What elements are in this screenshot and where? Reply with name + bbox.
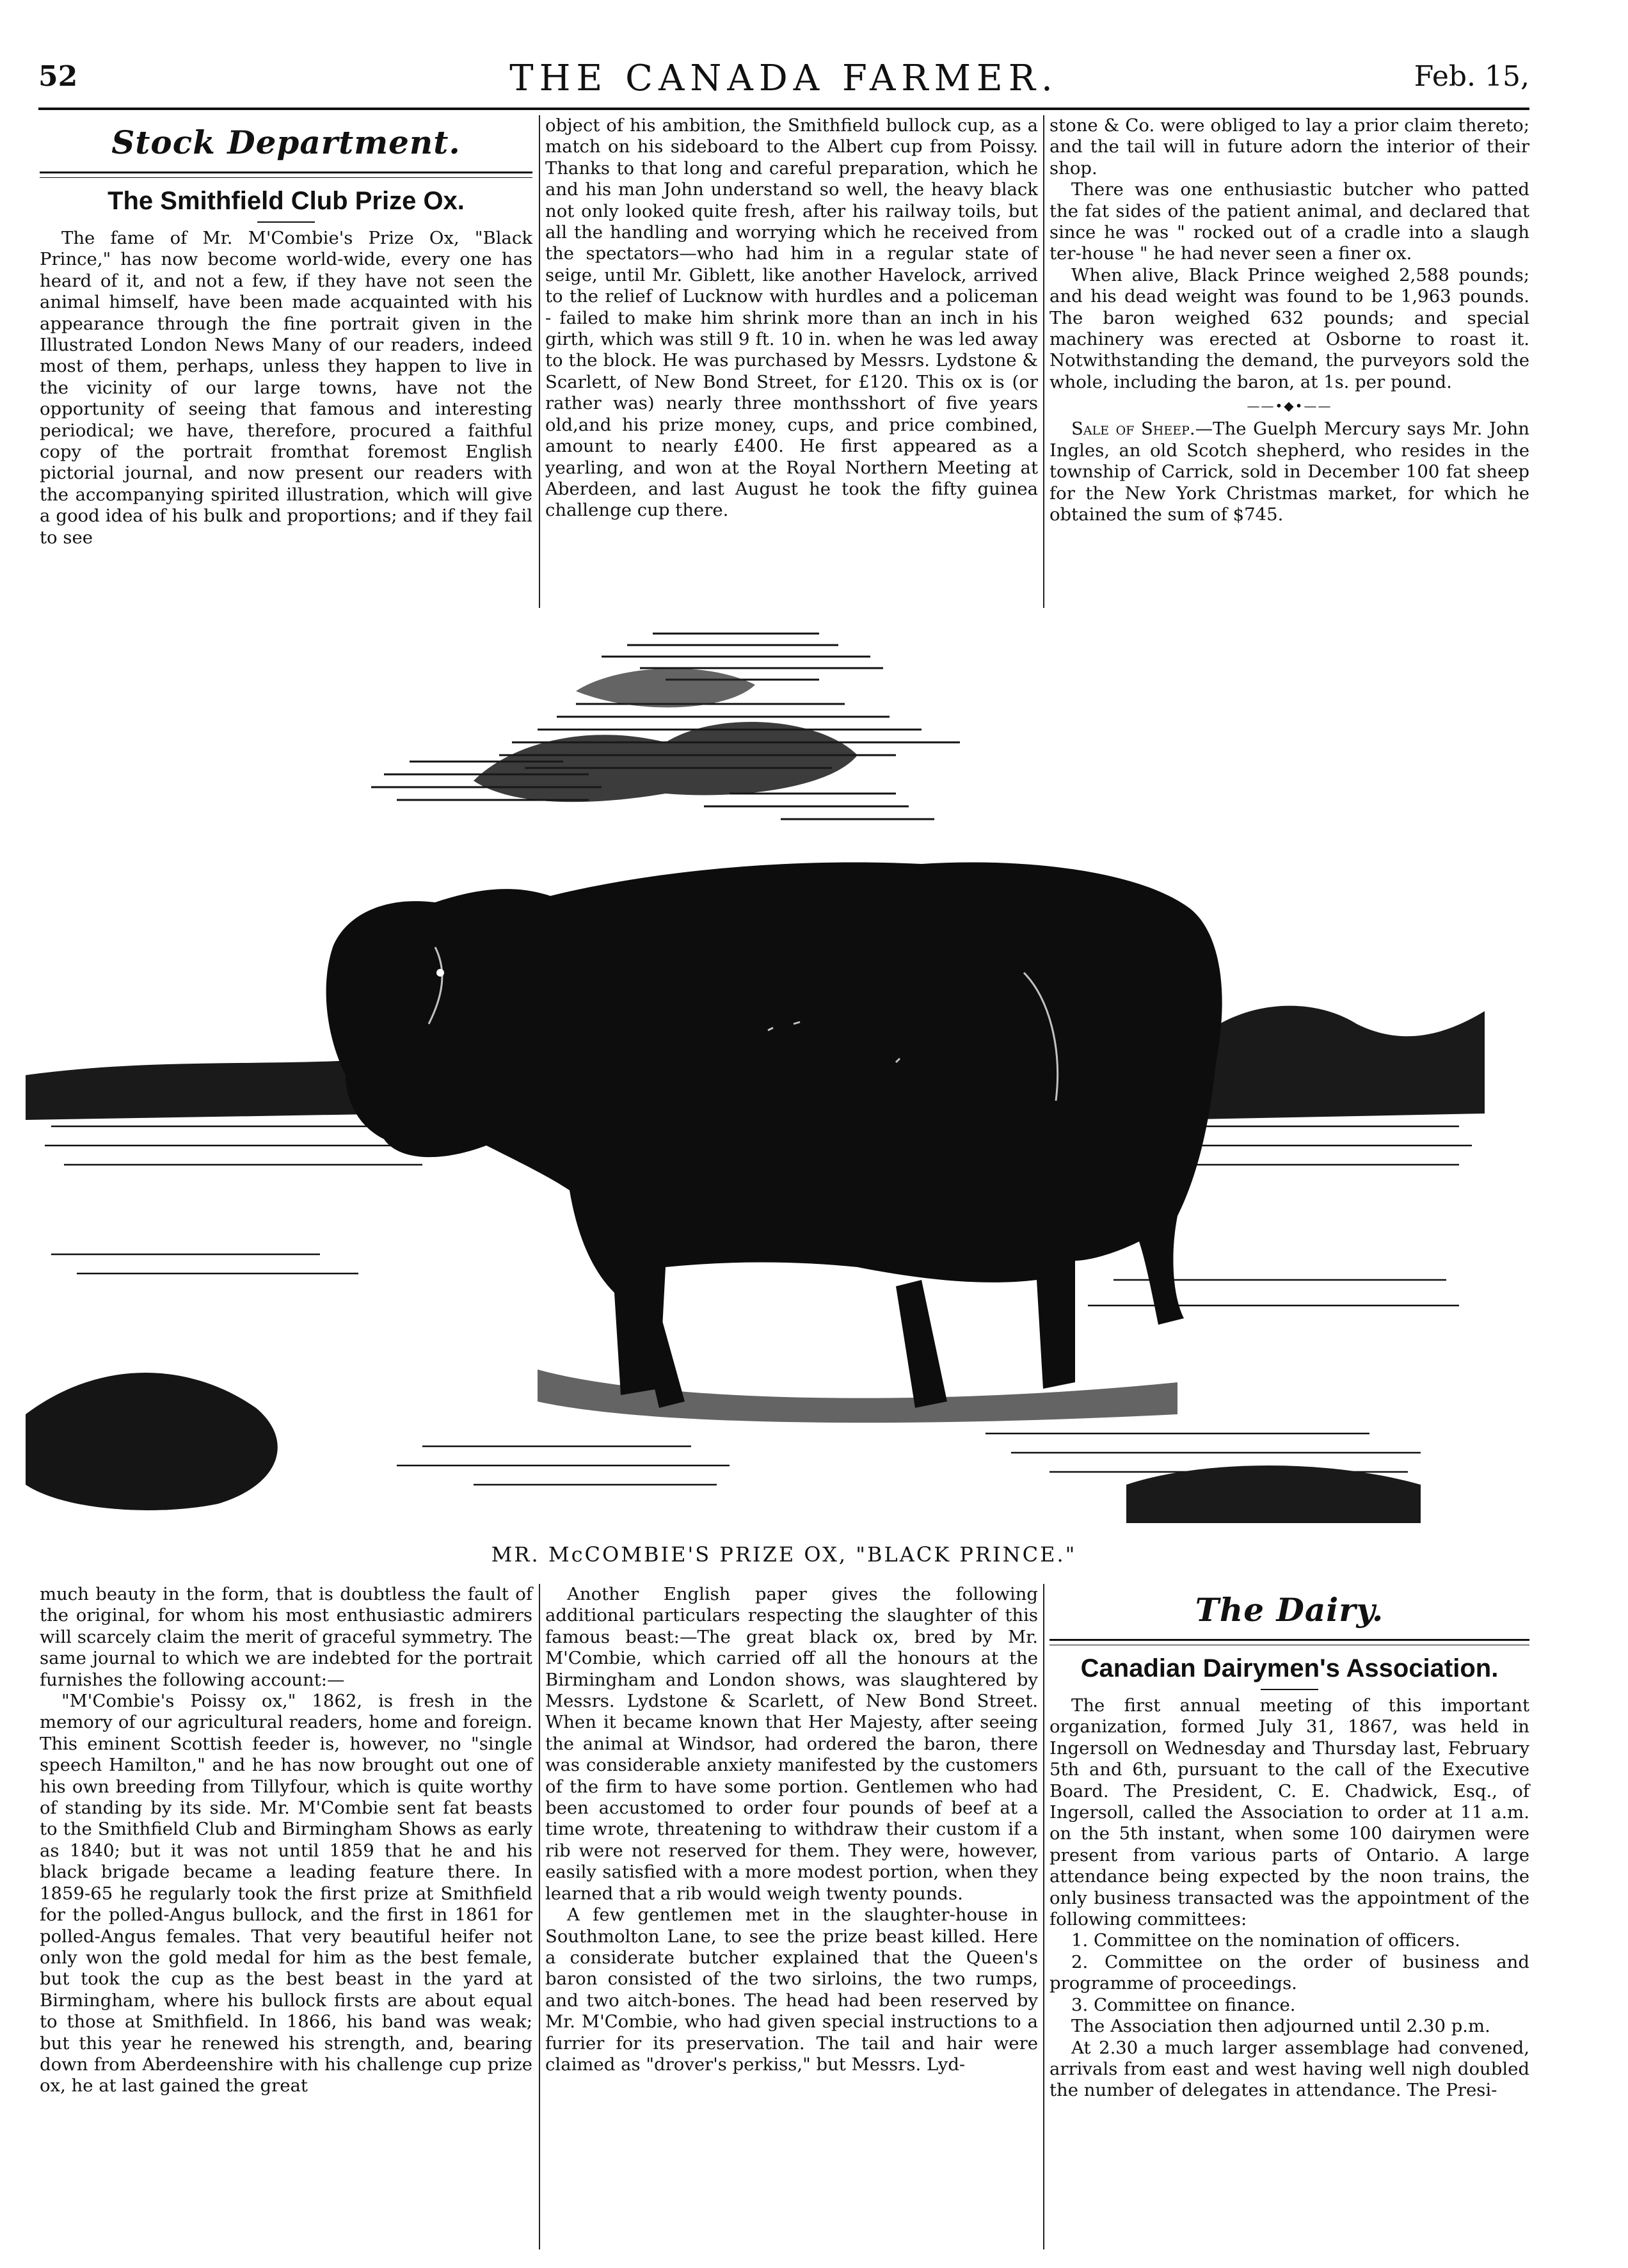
section-ornament: ——•◆•——: [1247, 398, 1332, 414]
foreground-brush: [26, 1373, 278, 1510]
ox-eye: [436, 969, 444, 977]
upper-cloud: [576, 669, 755, 708]
column-stock-department: [40, 116, 532, 548]
title-rule: [1261, 1689, 1318, 1690]
article-paragraph: The first annual meeting of this important organization, formed July 31, 1867, was held in Ingersoll on Wednesday and Thursday last, February 5th and 6th, pursuant to the call of the Executive Board. The President, C. E. Chadwick, Esq., of Ingersoll, called the Association to order at 11 a.m. on the 5th instant, when some 100 dairymen were present from various parts of Ontario. A large attendance being expected by the noon trains, the only business transacted was the appointment of the following committees:: [1049, 1695, 1529, 1930]
column-divider: [1043, 1584, 1044, 2249]
issue-date: Feb. 15,: [1414, 60, 1529, 93]
ox-figure: [326, 862, 1222, 1408]
column-dairy: [1049, 1584, 1529, 2102]
article-paragraph: "M'Combie's Poissy ox," 1862, is fresh in the memory of our agricultural readers, home and foreign. This eminent Scottish feeder is, however, no "single speech Hamilton," and he has now brought out one of his own breeding from Tillyfour, which is quite worthy of standing by its side. Mr. M'Combie sent fat beasts to the Smithfield Club and Birmingham Shows as early as 1840; but it was not until 1859 that he and his black brigade became a leading feature there. In 1859-65 he regularly took the first prize at Smithfield for the polled-Angus bullock, and the first in 1861 for polled-Angus females. That very beautiful heifer not only won the gold medal for him as the best female, but took the cup as the best beast in the yard at Birmingham, where his bullock firsts are about equal to those at Smithfield. In 1866, his band was weak; but this year he renewed his strength, and, bearing down from Aberdeenshire with his challenge cup prize ox, he at last gained the great: [40, 1691, 532, 2096]
page-number: 52: [38, 60, 78, 93]
column-prize-ox-end: [1049, 115, 1529, 525]
section-heading-stock-department: Stock Department.: [111, 124, 461, 161]
dark-cloud: [474, 722, 858, 802]
sale-of-sheep-text: —The Guelph Mercury says Mr. John Ingles, an old Scotch shepherd, who resides in the township of Carrick, sold in December 100 fat sheep for the New York Christmas market, for which he obtained the sum of $745.: [1049, 419, 1530, 525]
sale-of-sheep-lead: Sale of Sheep.: [1071, 419, 1195, 440]
article-paragraph: When alive, Black Prince weighed 2,588 pounds; and his dead weight was found to be 1,963 pounds. The baron weighed 632 pounds; and special machinery was erected at Osborne to roast it. Notwithstanding the demand, the purveyors sold the whole, including the baron, at 1s. per pound.: [1049, 264, 1529, 392]
heading-rule: [40, 172, 532, 178]
black-prince-ox-engraving: [26, 614, 1510, 1536]
illustration-caption: MR. McCOMBIE'S PRIZE OX, "BLACK PRINCE.": [491, 1542, 1077, 1567]
column-prize-ox-continued: [545, 115, 1038, 522]
article-paragraph: object of his ambition, the Smithfield bullock cup, as a match on his sideboard to the Albert cup from Poissy. Thanks to that long and careful preparation, which he and his man John understand so well, the heavy black not only looked quite fresh, after his railway toils, but all the handling and worrying which he received from the spectators—who had him in a regular state of seige, until Mr. Giblett, like another Havelock, arrived to the relief of Lucknow with hurdles and a policeman - failed to make him shrink more than an inch in his girth, which was still 9 ft. 10 in. when he was led away to the block. He was purchased by Messrs. Lydstone & Scarlett, of New Bond Street, for £120. This ox is (or rather was) nearly three monthsshort of five years old,and his prize money, cups, and price combined, amount to nearly £400. He first appeared as a yearling, and won at the Royal Northern Meeting at Aberdeen, and last August he took the fifty guinea challenge cup there.: [545, 115, 1038, 521]
committee-list-item: 2. Committee on the order of business and programme of proceedings.: [1049, 1951, 1529, 1994]
article-paragraph: A few gentlemen met in the slaughter-house in Southmolton Lane, to see the prize beast killed. Here a considerate butcher explained that the Queen's baron consisted of the two sirloins, the two rumps, and two aitch-bones. The head had been reserved by Mr. M'Combie, who had given special instructions to a furrier for its preservation. The tail and hair were claimed as "drover's perkiss," but Messrs. Lyd-: [545, 1905, 1038, 2075]
section-heading-dairy: The Dairy.: [1195, 1591, 1384, 1629]
article-paragraph: much beauty in the form, that is doubtless the fault of the original, for whom his most enthusiastic admirers will scarcely claim the merit of graceful symmetry. The same journal to which we are indebted for the portrait furnishes the following account:—: [40, 1584, 532, 1690]
article-paragraph: There was one enthusiastic butcher who patted the fat sides of the patient animal, and declared that since he was " rocked out of a cradle into a slaugh ter-house " he had never seen a finer ox.: [1049, 179, 1529, 264]
column-continuation-middle: [545, 1584, 1038, 2075]
newspaper-title: THE CANADA FARMER.: [509, 58, 1058, 99]
foreground-shadow: [1126, 1465, 1421, 1523]
column-divider: [1043, 115, 1044, 608]
article-paragraph: The fame of Mr. M'Combie's Prize Ox, "Black Prince," has now become world-wide, every one has heard of it, and not a few, if they have not seen the animal himself, have been made acquainted with his appearance through the fine portrait given in the Illustrated London News Many of our readers, indeed most of them, perhaps, unless they happen to live in the vicinity of our large towns, have not the opportunity of seeing that famous and interesting periodical; we have, therefore, procured a faithful copy of the portrait fromthat foremost English pictorial journal, and now present our readers with the accompanying spirited illustration, which will give a good idea of his bulk and proportions; and if they fail to see: [40, 228, 532, 548]
title-rule: [257, 221, 315, 223]
article-paragraph: At 2.30 a much larger assemblage had convened, arrivals from east and west having well nigh doubled the number of delegates in attendance. The Presi-: [1049, 2037, 1529, 2101]
article-paragraph: Another English paper gives the following additional particulars respecting the slaughter of this famous beast:—The great black ox, bred by Mr. M'Combie, which carried off all the honours at the Birmingham and London shows, was slaughtered by Messrs. Lydstone & Scarlett, of New Bond Street. When it became known that Her Majesty, after seeing the animal at Windsor, had ordered the baron, there was considerable anxiety manifested by the customers of the firm to have some portion. Gentlemen who had been accustomed to order four pounds of beef at a time wrote, threatening to withdraw their custom if a rib were not reserved for them. They were, however, easily satisfied with a more modest portion, when they learned that a rib would weigh twenty pounds.: [545, 1584, 1038, 1904]
column-continuation-left: [40, 1584, 532, 2097]
article-title-prize-ox: The Smithfield Club Prize Ox.: [108, 187, 465, 215]
article-title-dairymens-association: Canadian Dairymen's Association.: [1080, 1654, 1499, 1682]
sale-of-sheep-paragraph: [1049, 419, 1529, 525]
column-divider: [539, 115, 540, 608]
committee-list-item: 3. Committee on finance.: [1071, 1994, 1296, 2015]
committee-list-item: 1. Committee on the nomination of officers.: [1071, 1930, 1460, 1951]
article-paragraph: stone & Co. were obliged to lay a prior claim thereto; and the tail will in future adorn the interior of their shop.: [1049, 115, 1529, 179]
heading-rule: [1049, 1639, 1529, 1645]
masthead: [38, 58, 1529, 102]
column-divider: [539, 1584, 540, 2249]
article-paragraph: The Association then adjourned until 2.30 p.m.: [1071, 2016, 1490, 2037]
masthead-rule: [38, 108, 1529, 110]
